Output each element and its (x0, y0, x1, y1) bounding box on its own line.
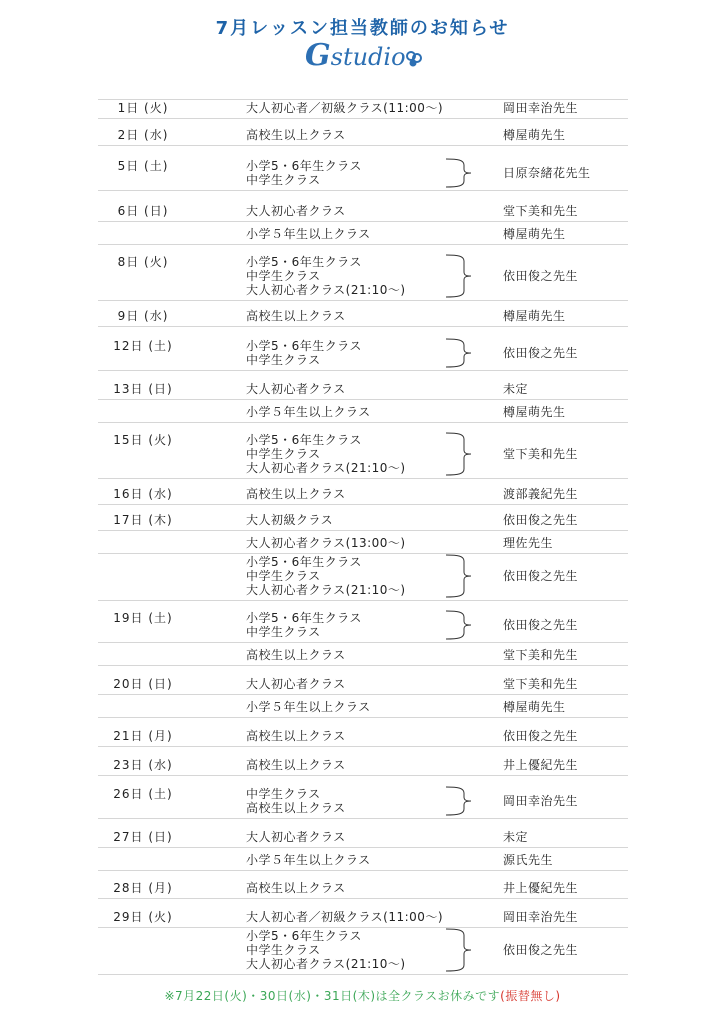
row-class: 小学5・6年生クラス (246, 159, 362, 173)
row-divider (98, 118, 628, 119)
group-brace (444, 432, 472, 476)
no-makeup-note: (振替無し) (500, 989, 561, 1003)
row-class: 小学5・6年生クラス (246, 433, 362, 447)
row-class: 大人初心者クラス(21:10〜) (246, 583, 406, 597)
group-brace (444, 928, 472, 972)
row-teacher: 堂下美和先生 (503, 648, 579, 662)
row-teacher: 堂下美和先生 (503, 447, 579, 461)
row-class: 小学5・6年生クラス (246, 929, 362, 943)
holiday-note (0, 987, 725, 1004)
row-teacher: 依田俊之先生 (503, 346, 579, 360)
row-divider (98, 717, 628, 718)
row-class: 小学５年生以上クラス (246, 405, 371, 419)
row-teacher: 井上優紀先生 (503, 758, 579, 772)
row-class: 高校生以上クラス (246, 648, 346, 662)
row-teacher: 依田俊之先生 (503, 943, 579, 957)
row-class: 高校生以上クラス (246, 309, 346, 323)
row-divider (98, 370, 628, 371)
row-class: 大人初心者クラス (246, 382, 346, 396)
row-class: 中学生クラス (246, 943, 321, 957)
group-brace (444, 158, 472, 188)
row-date: 23日 (水) (113, 758, 173, 772)
row-teacher: 未定 (503, 830, 529, 844)
row-teacher: 岡田幸治先生 (503, 910, 579, 924)
row-date: 15日 (火) (113, 433, 173, 447)
row-class: 大人初心者クラス (246, 830, 346, 844)
row-teacher: 日原奈緒花先生 (503, 166, 591, 180)
row-date: 1日 (火) (117, 101, 169, 115)
row-teacher: 樽屋萌先生 (503, 405, 566, 419)
group-brace (444, 254, 472, 298)
row-teacher: 井上優紀先生 (503, 881, 579, 895)
row-divider (98, 974, 628, 975)
row-class: 大人初心者クラス(21:10〜) (246, 957, 406, 971)
row-class: 小学５年生以上クラス (246, 853, 371, 867)
row-teacher: 依田俊之先生 (503, 618, 579, 632)
row-teacher: 依田俊之先生 (503, 513, 579, 527)
row-date: 9日 (水) (117, 309, 169, 323)
holiday-note-text: ※7月22日(火)・30日(水)・31日(木)は全クラスお休みです (164, 989, 501, 1003)
row-class: 小学5・6年生クラス (246, 255, 362, 269)
row-date: 19日 (土) (113, 611, 173, 625)
row-class: 中学生クラス (246, 787, 321, 801)
row-divider (98, 694, 628, 695)
row-divider (98, 600, 628, 601)
group-brace (444, 338, 472, 368)
row-date: 2日 (水) (117, 128, 169, 142)
row-divider (98, 99, 628, 100)
row-date: 6日 (日) (117, 204, 169, 218)
row-date: 29日 (火) (113, 910, 173, 924)
row-divider (98, 642, 628, 643)
row-teacher: 未定 (503, 382, 529, 396)
row-divider (98, 326, 628, 327)
row-teacher: 岡田幸治先生 (503, 794, 579, 808)
row-teacher: 依田俊之先生 (503, 269, 579, 283)
page-title: 7月レッスン担当教師のお知らせ (215, 18, 510, 39)
group-brace (444, 786, 472, 816)
row-divider (98, 927, 628, 928)
row-divider (98, 244, 628, 245)
row-class: 高校生以上クラス (246, 487, 346, 501)
row-date: 26日 (土) (113, 787, 173, 801)
row-class: 中学生クラス (246, 569, 321, 583)
row-teacher: 渡部義紀先生 (503, 487, 579, 501)
row-class: 大人初心者クラス (246, 204, 346, 218)
row-class: 大人初心者クラス(13:00〜) (246, 536, 406, 550)
row-teacher: 樽屋萌先生 (503, 700, 566, 714)
row-date: 13日 (日) (113, 382, 173, 396)
row-class: 小学5・6年生クラス (246, 611, 362, 625)
row-divider (98, 898, 628, 899)
row-divider (98, 775, 628, 776)
row-teacher: 依田俊之先生 (503, 729, 579, 743)
group-brace (444, 610, 472, 640)
row-class: 中学生クラス (246, 625, 321, 639)
row-divider (98, 145, 628, 146)
row-divider (98, 665, 628, 666)
row-class: 高校生以上クラス (246, 881, 346, 895)
row-teacher: 岡田幸治先生 (503, 101, 579, 115)
row-divider (98, 504, 628, 505)
row-divider (98, 399, 628, 400)
row-divider (98, 530, 628, 531)
row-class: 中学生クラス (246, 269, 321, 283)
row-date: 12日 (土) (113, 339, 173, 353)
row-class: 大人初心者／初級クラス(11:00〜) (246, 101, 444, 115)
row-class: 小学５年生以上クラス (246, 700, 371, 714)
row-teacher: 樽屋萌先生 (503, 309, 566, 323)
row-divider (98, 221, 628, 222)
row-teacher: 樽屋萌先生 (503, 227, 566, 241)
row-class: 大人初心者クラス (246, 677, 346, 691)
row-date: 16日 (水) (113, 487, 173, 501)
row-class: 中学生クラス (246, 173, 321, 187)
row-divider (98, 478, 628, 479)
row-teacher: 樽屋萌先生 (503, 128, 566, 142)
row-divider (98, 553, 628, 554)
row-class: 小学５年生以上クラス (246, 227, 371, 241)
row-divider (98, 818, 628, 819)
row-divider (98, 300, 628, 301)
row-class: 高校生以上クラス (246, 729, 346, 743)
row-date: 21日 (月) (113, 729, 173, 743)
row-class: 大人初心者クラス(21:10〜) (246, 283, 406, 297)
group-brace (444, 554, 472, 598)
row-class: 高校生以上クラス (246, 801, 346, 815)
logo-text: Gstudio (305, 38, 406, 73)
row-class: 高校生以上クラス (246, 758, 346, 772)
row-date: 5日 (土) (117, 159, 169, 173)
row-class: 中学生クラス (246, 447, 321, 461)
row-date: 17日 (木) (113, 513, 173, 527)
row-class: 中学生クラス (246, 353, 321, 367)
row-divider (98, 870, 628, 871)
row-divider (98, 847, 628, 848)
row-divider (98, 422, 628, 423)
row-teacher: 堂下美和先生 (503, 204, 579, 218)
row-date: 28日 (月) (113, 881, 173, 895)
row-divider (98, 746, 628, 747)
row-class: 高校生以上クラス (246, 128, 346, 142)
row-date: 27日 (日) (113, 830, 173, 844)
row-class: 大人初級クラス (246, 513, 334, 527)
row-date: 20日 (日) (113, 677, 173, 691)
row-divider (98, 190, 628, 191)
row-class: 大人初心者／初級クラス(11:00〜) (246, 910, 444, 924)
row-class: 小学5・6年生クラス (246, 339, 362, 353)
row-teacher: 依田俊之先生 (503, 569, 579, 583)
row-class: 大人初心者クラス(21:10〜) (246, 461, 406, 475)
row-class: 小学5・6年生クラス (246, 555, 362, 569)
row-teacher: 堂下美和先生 (503, 677, 579, 691)
row-teacher: 源氏先生 (503, 853, 554, 867)
row-date: 8日 (火) (117, 255, 169, 269)
row-teacher: 理佐先生 (503, 536, 554, 550)
